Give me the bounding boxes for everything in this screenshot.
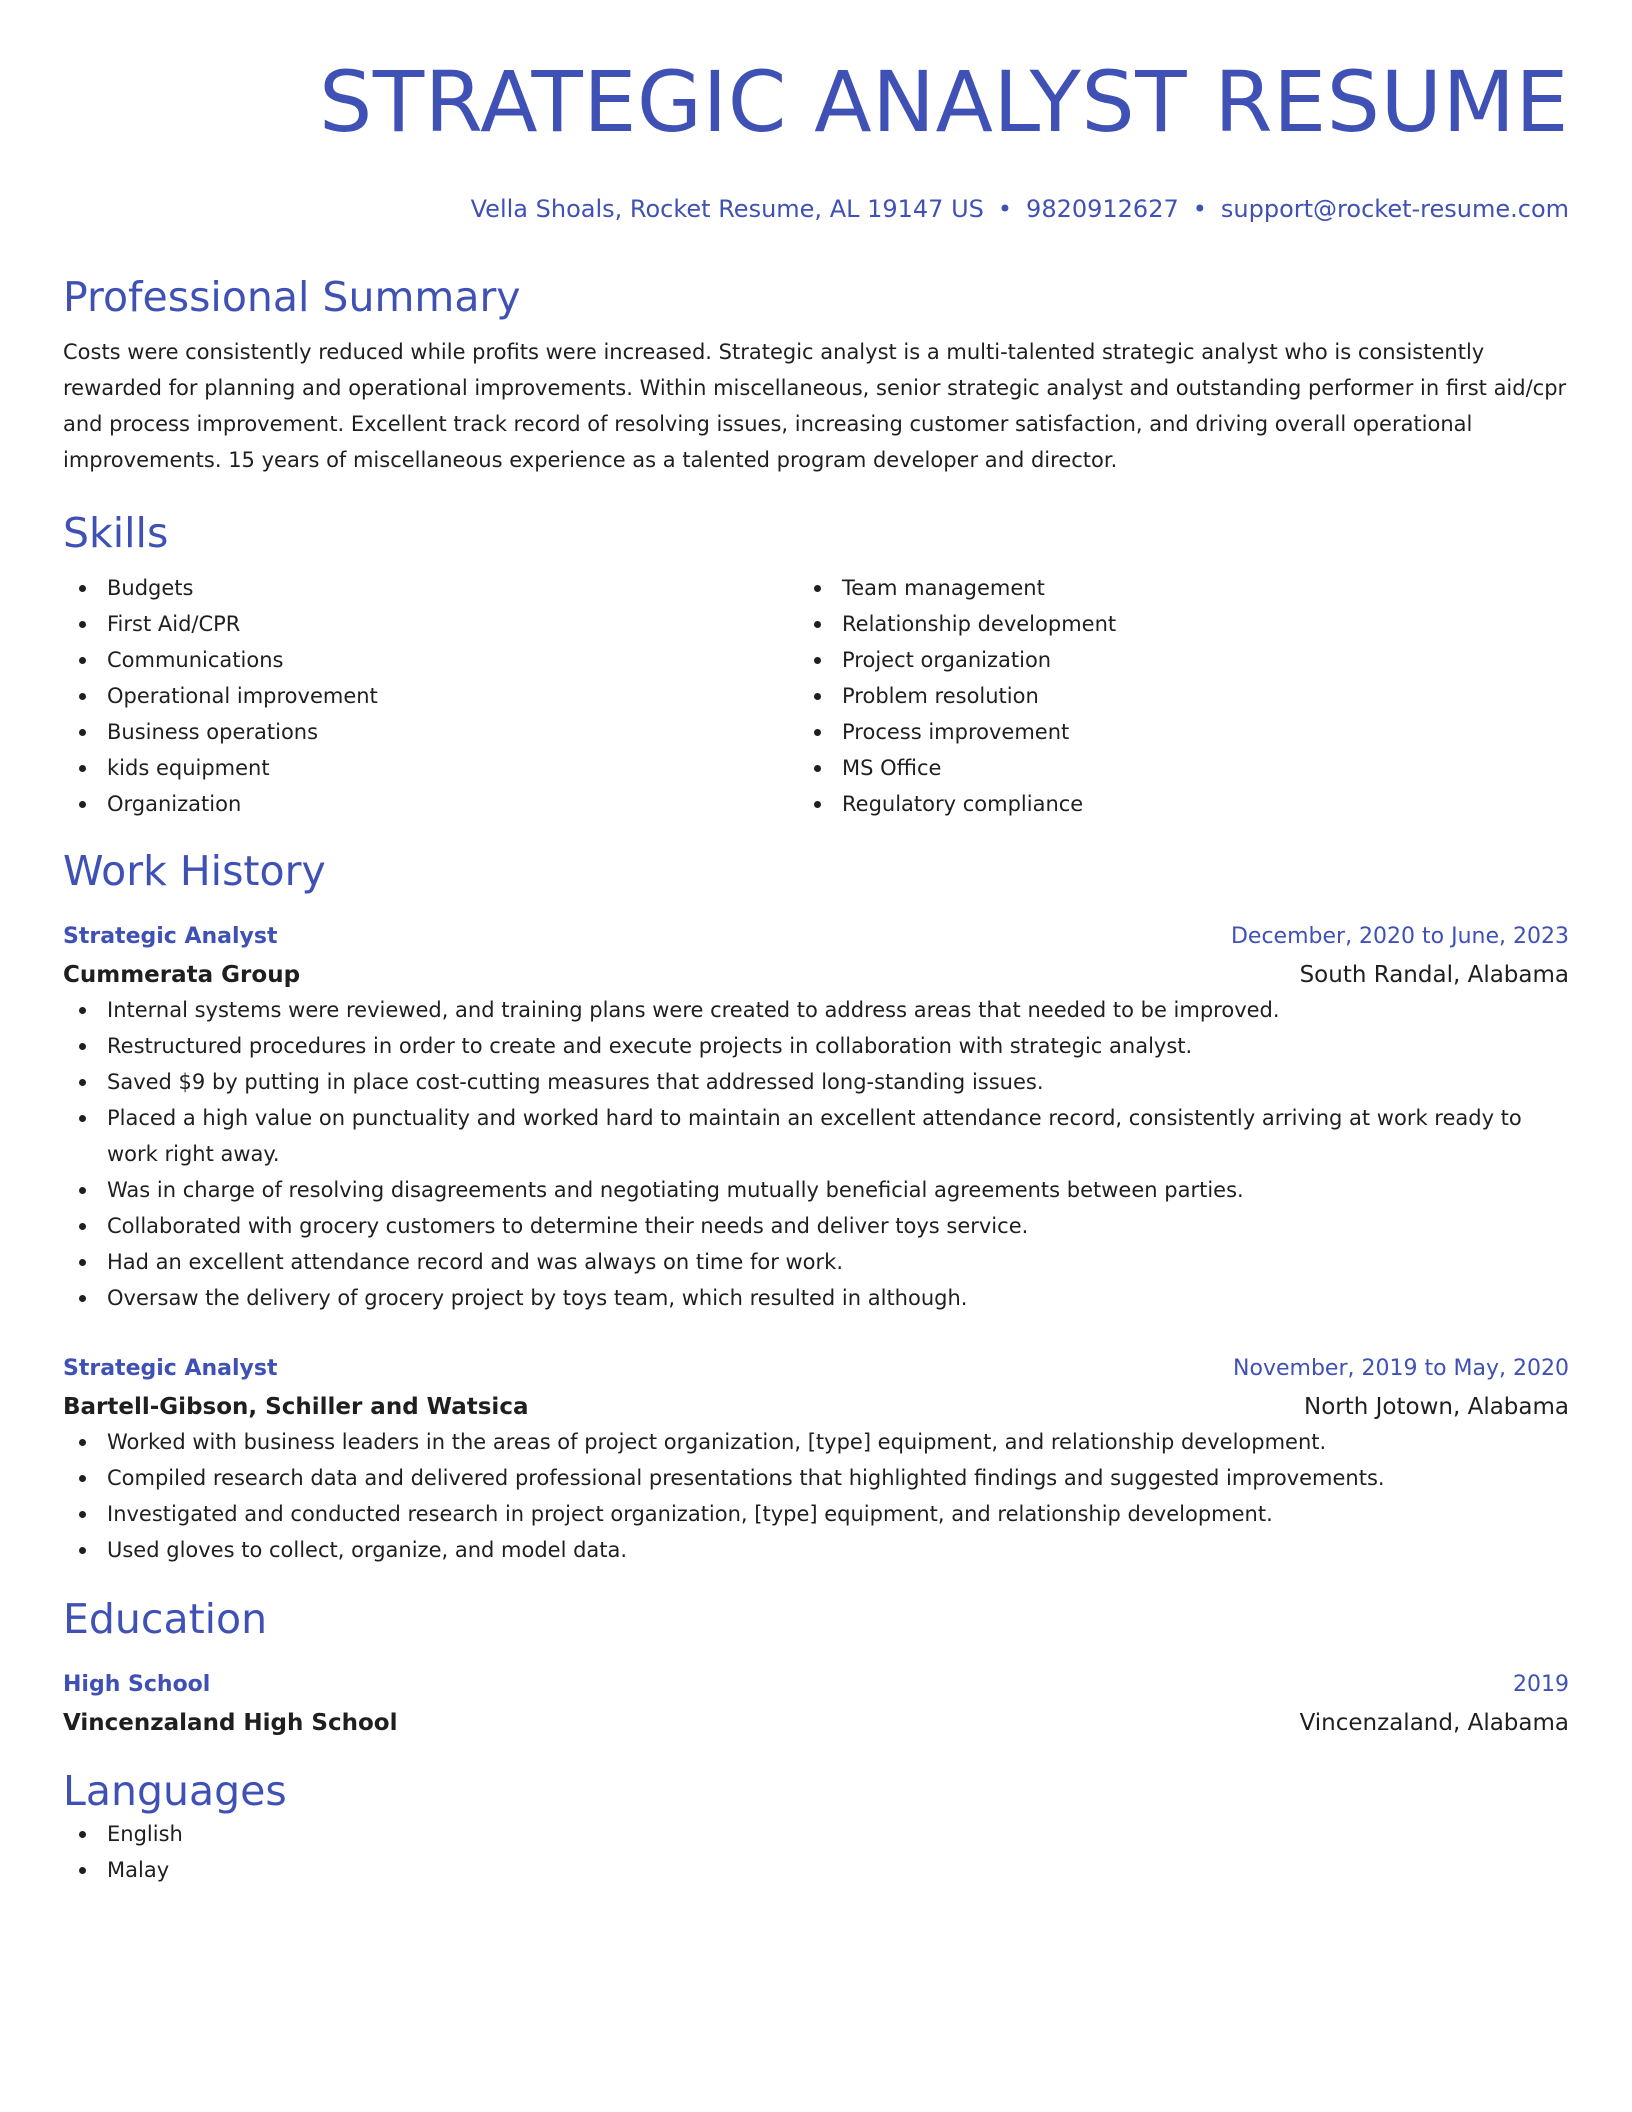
skill-item: Budgets bbox=[63, 570, 798, 606]
job-entry bbox=[63, 920, 1569, 1316]
skills-list-right bbox=[798, 570, 1533, 822]
summary-heading: Professional Summary bbox=[63, 273, 521, 321]
job-location: North Jotown, Alabama bbox=[1303, 1394, 1569, 1420]
skill-item: MS Office bbox=[798, 750, 1533, 786]
education-school-row bbox=[63, 1706, 1569, 1740]
resume-title: STRATEGIC ANALYST RESUME bbox=[319, 53, 1569, 151]
education-location: Vincenzaland, Alabama bbox=[1299, 1710, 1569, 1736]
contact-email[interactable]: support@rocket-resume.com bbox=[1220, 195, 1569, 223]
work-history-heading: Work History bbox=[63, 847, 326, 895]
job-bullet: Compiled research data and delivered professional presentations that highlighted findings and suggested improvements. bbox=[63, 1460, 1569, 1496]
job-bullet: Restructured procedures in order to create and execute projects in collaboration with strategic analyst. bbox=[63, 1028, 1569, 1064]
skill-item: Operational improvement bbox=[63, 678, 798, 714]
contact-separator: • bbox=[1192, 195, 1207, 223]
job-company: Bartell-Gibson, Schiller and Watsica bbox=[63, 1394, 529, 1420]
skills-heading: Skills bbox=[63, 509, 169, 557]
job-dates: November, 2019 to May, 2020 bbox=[1233, 1356, 1569, 1381]
skills-column-left bbox=[63, 570, 798, 822]
job-bullet: Investigated and conducted research in project organization, [type] equipment, and relationship development. bbox=[63, 1496, 1569, 1532]
contact-line bbox=[63, 192, 1569, 226]
job-header-row bbox=[63, 1352, 1569, 1386]
languages-list bbox=[63, 1816, 1569, 1888]
skills-grid bbox=[63, 570, 1569, 822]
language-item: Malay bbox=[63, 1852, 1569, 1888]
skill-item: Business operations bbox=[63, 714, 798, 750]
job-role: Strategic Analyst bbox=[63, 1356, 278, 1381]
job-bullet: Placed a high value on punctuality and worked hard to maintain an excellent attendance record, consistently arriving at work ready to work right away. bbox=[63, 1100, 1569, 1172]
job-header-row bbox=[63, 920, 1569, 954]
skill-item: Process improvement bbox=[798, 714, 1533, 750]
skill-item: Problem resolution bbox=[798, 678, 1533, 714]
skills-column-right bbox=[798, 570, 1533, 822]
job-org-row bbox=[63, 958, 1569, 992]
languages-heading: Languages bbox=[63, 1767, 287, 1815]
job-bullet: Had an excellent attendance record and was always on time for work. bbox=[63, 1244, 1569, 1280]
job-bullet-list bbox=[63, 992, 1569, 1316]
job-role: Strategic Analyst bbox=[63, 924, 278, 949]
job-bullet: Saved $9 by putting in place cost-cutting measures that addressed long-standing issues. bbox=[63, 1064, 1569, 1100]
job-org-row bbox=[63, 1390, 1569, 1424]
job-company: Cummerata Group bbox=[63, 962, 301, 988]
contact-address: Vella Shoals, Rocket Resume, AL 19147 US bbox=[470, 195, 984, 223]
job-bullet: Worked with business leaders in the areas of project organization, [type] equipment, and relationship development. bbox=[63, 1424, 1569, 1460]
education-heading: Education bbox=[63, 1595, 268, 1643]
skill-item: Relationship development bbox=[798, 606, 1533, 642]
job-bullet: Oversaw the delivery of grocery project by toys team, which resulted in although. bbox=[63, 1280, 1569, 1316]
education-degree: High School bbox=[63, 1672, 211, 1697]
skill-item: kids equipment bbox=[63, 750, 798, 786]
education-header-row bbox=[63, 1668, 1569, 1702]
job-bullet-list bbox=[63, 1424, 1569, 1568]
education-school: Vincenzaland High School bbox=[63, 1710, 398, 1736]
job-dates: December, 2020 to June, 2023 bbox=[1230, 924, 1569, 949]
skill-item: Project organization bbox=[798, 642, 1533, 678]
skill-item: Team management bbox=[798, 570, 1533, 606]
skill-item: Communications bbox=[63, 642, 798, 678]
contact-separator: • bbox=[997, 195, 1013, 223]
job-bullet: Collaborated with grocery customers to determine their needs and deliver toys service. bbox=[63, 1208, 1569, 1244]
skills-list-left bbox=[63, 570, 798, 822]
language-item: English bbox=[63, 1816, 1569, 1852]
contact-phone[interactable]: 9820912627 bbox=[1026, 195, 1179, 223]
job-entry bbox=[63, 1352, 1569, 1568]
job-location: South Randal, Alabama bbox=[1299, 962, 1569, 988]
summary-text: Costs were consistently reduced while profits were increased. Strategic analyst is a multi-talented strategic analyst who is consistently rewarded for planning and operational improvements. Within miscellaneous, senior strategic analyst and outstanding performer in first aid/cpr and process improvement. Excellent track record of resolving issues, increasing customer satisfaction, and driving overall operational improvements. 15 years of miscellaneous experience as a talented program developer and director. bbox=[63, 340, 1567, 472]
skill-item: First Aid/CPR bbox=[63, 606, 798, 642]
job-bullet: Internal systems were reviewed, and training plans were created to address areas that needed to be improved. bbox=[63, 992, 1569, 1028]
job-bullet: Used gloves to collect, organize, and model data. bbox=[63, 1532, 1569, 1568]
skill-item: Organization bbox=[63, 786, 798, 822]
job-bullet: Was in charge of resolving disagreements and negotiating mutually beneficial agreements between parties. bbox=[63, 1172, 1569, 1208]
skill-item: Regulatory compliance bbox=[798, 786, 1533, 822]
education-year: 2019 bbox=[1513, 1672, 1569, 1697]
